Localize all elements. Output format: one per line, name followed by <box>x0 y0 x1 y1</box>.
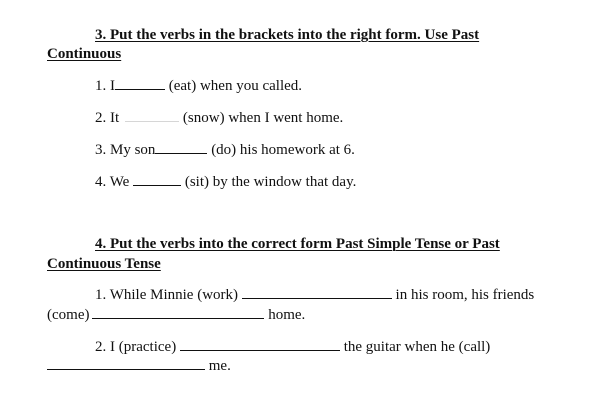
item-hint: (sit) by the window that day. <box>184 174 357 190</box>
item-hint: (snow) when I went home. <box>182 110 344 126</box>
item-text: (come) <box>47 307 90 323</box>
answer-blank[interactable] <box>155 141 207 154</box>
item-text: me. <box>208 358 231 374</box>
answer-blank[interactable] <box>180 338 340 351</box>
item-number: 2. It <box>95 110 120 126</box>
exercise3-item-1 <box>95 77 302 96</box>
answer-blank[interactable] <box>47 357 205 370</box>
item-text: 1. While Minnie (work) <box>95 287 239 303</box>
exercise4-item-2-line1 <box>95 338 490 357</box>
item-number: 1. I <box>95 78 115 94</box>
item-number: 3. My son <box>95 142 156 158</box>
section3-heading-line1: 3. Put the verbs in the brackets into the right form. Use Past <box>95 27 480 43</box>
section4-heading-line2: Continuous Tense <box>47 256 161 272</box>
answer-blank[interactable] <box>115 77 165 90</box>
item-hint: (do) his homework at 6. <box>211 142 355 158</box>
item-text: the guitar when he (call) <box>343 339 491 355</box>
answer-blank[interactable] <box>125 109 179 122</box>
exercise3-item-3 <box>95 141 355 160</box>
item-text: 2. I (practice) <box>95 339 177 355</box>
exercise4-item-1-line2 <box>47 306 305 325</box>
section4-heading-line1: 4. Put the verbs into the correct form Past Simple Tense or Past <box>95 236 500 252</box>
answer-blank[interactable] <box>133 173 181 186</box>
exercise4-item-2-line2 <box>47 357 231 376</box>
exercise4-item-1-line1 <box>95 286 534 305</box>
item-text: home. <box>268 307 306 323</box>
exercise3-item-2 <box>95 109 343 128</box>
item-number: 4. We <box>95 174 130 190</box>
item-text: in his room, his friends <box>395 287 535 303</box>
answer-blank[interactable] <box>92 306 264 319</box>
item-hint: (eat) when you called. <box>168 78 303 94</box>
exercise3-item-4 <box>95 173 356 192</box>
section3-heading-line2: Continuous <box>47 46 122 62</box>
answer-blank[interactable] <box>242 286 392 299</box>
